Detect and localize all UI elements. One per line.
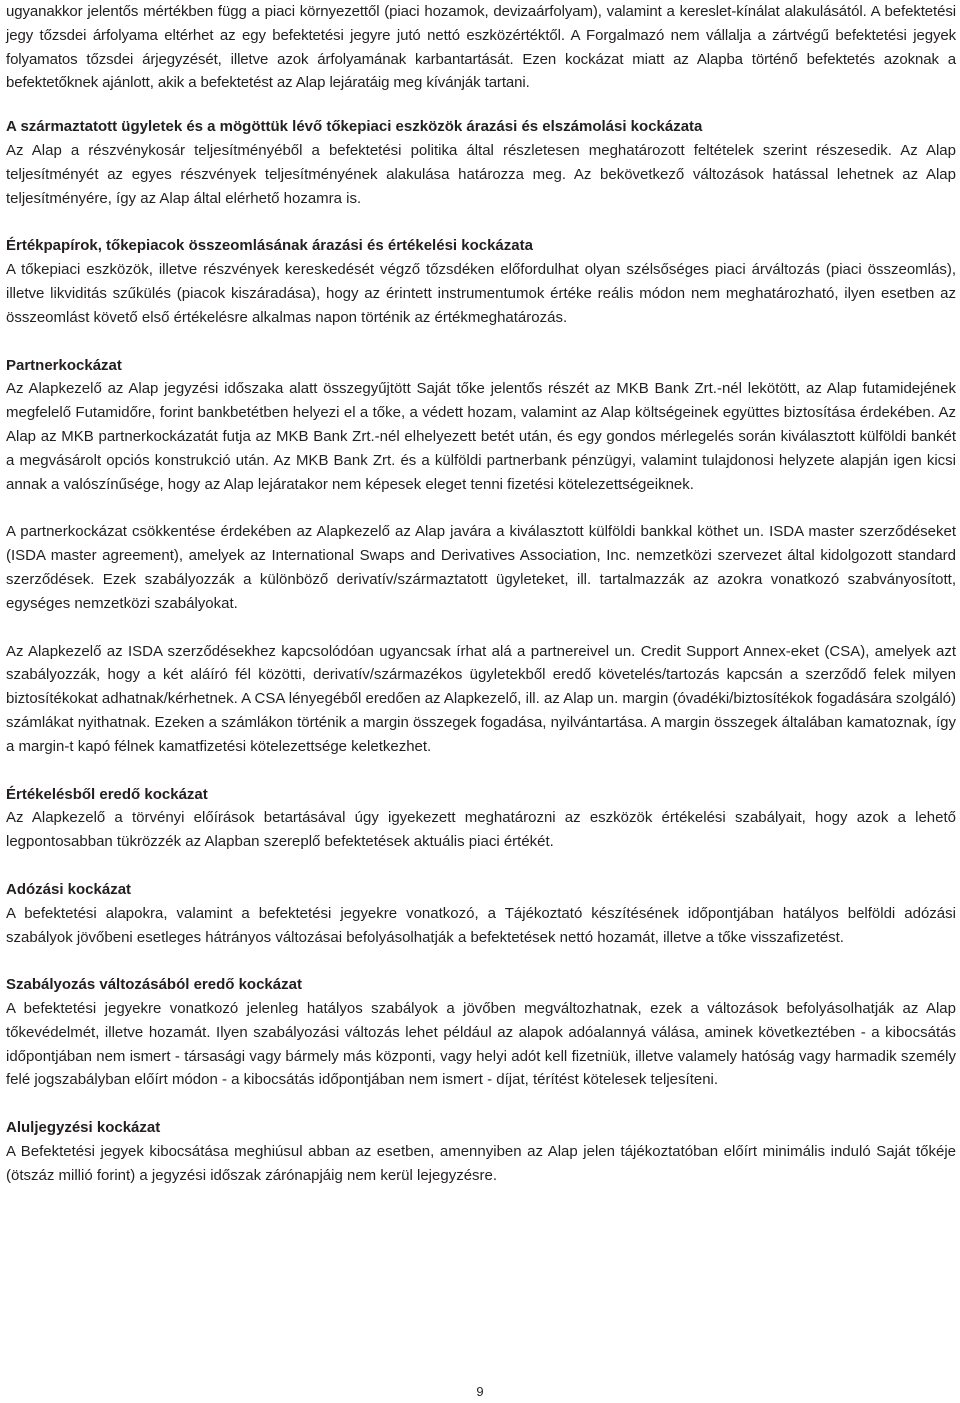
document-page (6, 0, 956, 1188)
section-paragraph: Az Alapkezelő az Alap jegyzési időszaka alatt összegyűjtött Saját tőke jelentős részét az MKB Bank Zrt.-nél lekötött, az Alap futamidejének megfelelő Futamidőre, forint bankbetétben helyezi el a tőke, a védett hozam, valamint az Alap költségeinek együttes biztosítása érdekében. Az Alap az MKB partnerkockázatát futja az MKB Bank Zrt.-nél elhelyezett betét után, és egy gondos mérlegelés során kiválasztott külföldi bankét a megvásárolt opciós konstrukció után. Az MKB Bank Zrt. és a külföldi partnerbank pénzügyi, valamint tulajdonosi helyzete alapján igen kicsi annak a valószínűsége, hogy az Alap lejáratakor nem képesek eleget tenni fizetési kötelezettségeiknek. (6, 380, 956, 493)
section-paragraph: A Befektetési jegyek kibocsátása meghiúsul abban az esetben, amennyiben az Alap jelen tájékoztatóban előírt minimális induló Saját tőkéje (ötszáz millió forint) a jegyzési időszak zárónapjáig nem kerül lejegyzésre. (6, 1143, 956, 1184)
section-heading: A származtatott ügyletek és a mögöttük lévő tőkepiaci eszközök árazási és elszámolási kockázata (6, 118, 703, 136)
section-heading: Szabályozás változásából eredő kockázat (6, 976, 302, 994)
section-paragraph: Az Alap a részvénykosár teljesítményéből a befektetési politika által részletesen meghatározott feltételek szerint részesedik. Az Alap teljesítményét az egyes részvények teljesítményének alakulása határozza meg. Az bekövetkező változások hatással lehetnek az Alap teljesítményére, így az Alap által elérhető hozamra is. (6, 141, 956, 207)
section-heading: Partnerkockázat (6, 356, 122, 374)
section-paragraph: A befektetési alapokra, valamint a befektetési jegyekre vonatkozó, a Tájékoztató készítésének időpontjában hatályos belföldi adózási szabályok jövőbeni esetleges hátrányos változásai befolyásolhatják a befektetések nettó hozamát, illetve a tőke visszafizetést. (6, 904, 956, 946)
section-heading: Adózási kockázat (6, 880, 132, 898)
section-market-crash-risk (6, 234, 956, 329)
section-paragraph: A partnerkockázat csökkentése érdekében az Alapkezelő az Alap javára a kiválasztott külföldi bankkal köthet un. ISDA master szerződéseket (ISDA master agreement), amelyek az International Swaps and Derivatives Association, Inc. nemzetközi szervezet által kidolgozott standard szerződések. Ezek szabályozzák a különböző derivatív/származtatott ügyleteket, ill. tartalmazzák az azokra vonatkozó szabványosított, egységes nemzetközi szabályokat. (6, 523, 956, 612)
intro-paragraph: ugyanakkor jelentős mértékben függ a piaci környezettől (piaci hozamok, devizaárfolyam), valamint a kereslet-kínálat alakulásától. A befektetési jegy tőzsdei árfolyama eltérhet az egy befektetési jegyre jutó nettó eszközértéktől. A Forgalmazó nem vállalja a zártvégű befektetési jegyek folyamatos tőzsdei árjegyzését, illetve azok árfolyamának karbantartását. Ezen kockázat miatt az Alapba történő befektetés azoknak a befektetőknek ajánlott, akik a befektetést az Alap lejáratáig meg kívánják tartani. (6, 3, 956, 92)
section-valuation-risk (6, 783, 956, 854)
section-heading: Értékpapírok, tőkepiacok összeomlásának árazási és értékelési kockázata (6, 237, 533, 255)
section-derivatives-pricing-risk (6, 115, 956, 210)
section-tax-risk (6, 878, 956, 949)
page-number: 9 (476, 1384, 484, 1399)
section-heading: Értékelésből eredő kockázat (6, 785, 208, 803)
section-counterparty-risk (6, 354, 956, 759)
section-paragraph: A tőkepiaci eszközök, illetve részvények kereskedését végző tőzsdéken előfordulhat olyan szélsőséges piaci árváltozás (piaci összeomlás), illetve likviditás szűkülés (piacok kiszáradása), hogy az érintett instrumentumok értéke reális módon nem meghatározható, ilyen esetben az összeomlást követő első értékelésre alkalmas napon történik az értékmeghatározás. (6, 261, 956, 326)
section-undersubscription-risk (6, 1116, 956, 1187)
section-paragraph: A befektetési jegyekre vonatkozó jelenleg hatályos szabályok a jövőben megváltozhatnak, ezek a változások befolyásolhatják az Alap tőkevédelmét, illetve hozamát. Ilyen szabályozási változás lehet például az alapok adóalannyá válása, aminek következtében - a kibocsátás időpontjában nem ismert - társasági vagy bármely más központi, vagy helyi adót kell fizetniük, illetve valamely hatóság vagy harmadik személy felé jogszabályban előírt módon - a kibocsátás időpontjában nem ismert - díjat, térítést kötelesek teljesíteni. (6, 1000, 956, 1089)
section-paragraph: Az Alapkezelő az ISDA szerződésekhez kapcsolódóan ugyancsak írhat alá a partnereivel un. Credit Support Annex-eket (CSA), amelyek azt szabályozzák, hogy a két aláíró fél közötti, derivatív/származékos ügyletekből eredő követelés/tartozás kapcsán a szerződő felek milyen biztosítékokat adhatnak/kérhetnek. A CSA lényegéből eredően az Alapkezelő, ill. az Alap un. margin (óvadéki/biztosítékok fogadására szolgáló) számlákat nyithatnak. Ezeken a számlákon történik a margin összegek fogadása, nyilvántartása. A margin összegek általában kamatoznak, így a margin-t kapó félnek kamatfizetési kötelezettsége keletkezhet. (6, 642, 956, 755)
section-paragraph: Az Alapkezelő a törvényi előírások betartásával úgy igyekezett meghatározni az eszközök értékelési szabályait, hogy azok a lehető legpontosabban tükrözzék az Alapban szereplő befektetések aktuális piaci értékét. (6, 809, 956, 851)
section-heading: Aluljegyzési kockázat (6, 1119, 161, 1137)
section-regulation-change-risk (6, 973, 956, 1092)
footer-divider (0, 1366, 960, 1367)
